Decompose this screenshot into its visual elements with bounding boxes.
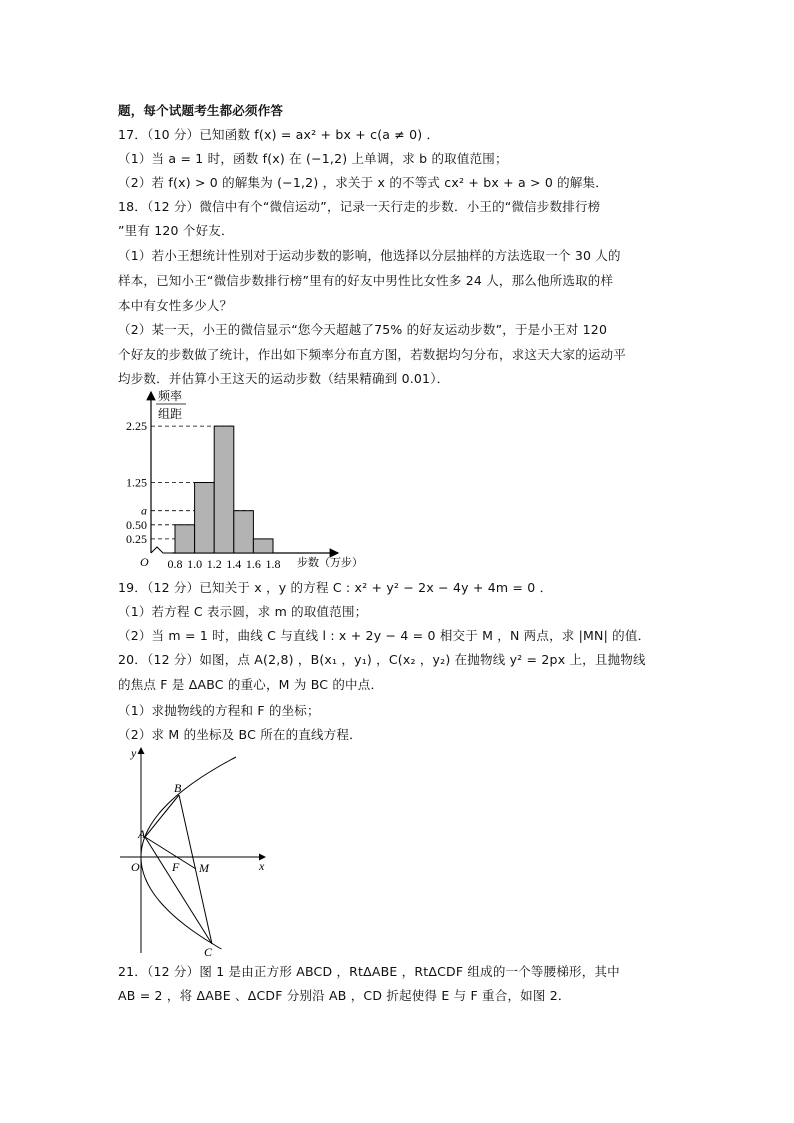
- q18-part2-line2: 个好友的步数做了统计，作出如下频率分布直方图，若数据均匀分布，求这天大家的运动平: [118, 347, 627, 362]
- y-tick-label: 1.25: [126, 475, 147, 490]
- label-x: x: [259, 859, 265, 873]
- x-tick-label: 1.6: [245, 557, 261, 571]
- q19-part1: （1）若方程 C 表示圆，求 m 的取值范围；: [118, 604, 368, 619]
- ylabel-bottom: 组距: [157, 407, 183, 421]
- q21-stem-line2: AB = 2 ，将 ΔABE 、ΔCDF 分别沿 AB ，CD 折起使得 E 与 F 重合，如图 2．: [118, 988, 571, 1003]
- label-m: M: [199, 861, 209, 875]
- q18-part2-line1: （2）某一天，小王的微信显示“您今天超越了75% 的好友运动步数”，于是小王对 120: [118, 322, 608, 337]
- x-axis-label: 步数（万步）: [297, 557, 363, 569]
- q19-stem: 19．（12 分）已知关于 x ，y 的方程 C : x² + y² − 2x − 4y + 4m = 0 ．: [118, 580, 553, 595]
- label-f: F: [172, 860, 180, 874]
- q17-part1: （1）当 a = 1 时，函数 f(x) 在 (−1,2) 上单调，求 b 的取值范围；: [118, 151, 508, 166]
- y-tick-label: a: [141, 503, 147, 518]
- label-b: B: [174, 781, 182, 795]
- x-tick-label: 1.0: [187, 557, 203, 571]
- q18-stem-line2: ”里有 120 个好友．: [118, 223, 234, 238]
- x-tick-label: 1.4: [226, 557, 242, 571]
- label-a: A: [138, 827, 146, 841]
- segment-am: [145, 837, 196, 869]
- x-tick-label: 1.8: [265, 557, 281, 571]
- histogram-bar: [214, 426, 234, 553]
- histogram-bar: [175, 525, 195, 553]
- q18-part1-line3: 本中有女性多少人？: [118, 298, 233, 313]
- y-tick-label: 0.50: [126, 517, 147, 532]
- ylabel-top: 频率: [157, 389, 183, 403]
- y-tick-label: 2.25: [126, 419, 147, 434]
- axis-break: [151, 547, 172, 553]
- q20-stem-line2: 的焦点 F 是 ΔABC 的重心，M 为 BC 的中点．: [118, 677, 384, 692]
- histogram-bar: [234, 511, 254, 553]
- origin-label: O: [140, 555, 149, 569]
- segment-ac: [145, 837, 212, 944]
- q18-part1-line2: 样本，已知小王“微信步数排行榜”里有的好友中男性比女性多 24 人，那么他所选取的样: [118, 273, 614, 288]
- q21-stem-line1: 21．（12 分）图 1 是由正方形 ABCD ，RtΔABE ，RtΔCDF 组成的一个等腰梯形，其中: [118, 964, 620, 979]
- q19-part2: （2）当 m = 1 时，曲线 C 与直线 l : x + 2y − 4 = 0 相交于 M ，N 两点，求 |MN| 的值．: [118, 628, 651, 643]
- section-header: 题，每个试题考生都必须作答: [118, 103, 284, 118]
- x-tick-label: 1.2: [206, 557, 222, 571]
- label-y: y: [131, 746, 137, 760]
- q17-part2: （2）若 f(x) > 0 的解集为 (−1,2) ，求关于 x 的不等式 cx² + bx + a > 0 的解集．: [118, 175, 608, 190]
- parabola-figure: [110, 742, 290, 962]
- histogram-bar: [195, 483, 215, 554]
- q18-part1-line1: （1）若小王想统计性别对于运动步数的影响，他选择以分层抽样的方法选取一个 30 人的: [118, 248, 621, 263]
- q20-part2: （2）求 M 的坐标及 BC 所在的直线方程．: [118, 727, 362, 742]
- segment-ab: [145, 795, 179, 837]
- q17-stem: 17．（10 分）已知函数 f(x) = ax² + bx + c(a ≠ 0) ．: [118, 127, 440, 142]
- x-tick-label: 0.8: [167, 557, 183, 571]
- label-o: O: [131, 860, 140, 874]
- frequency-histogram: [110, 383, 370, 578]
- q18-part2-line3: 均步数．并估算小王这天的运动步数（结果精确到 0.01）．: [118, 371, 450, 386]
- q20-stem-line1: 20．（12 分）如图，点 A(2,8) ，B(x₁ ，y₁) ，C(x₂ ，y₂) 在抛物线 y² = 2px 上，且抛物线: [118, 652, 646, 667]
- q20-part1: （1）求抛物线的方程和 F 的坐标；: [118, 703, 320, 718]
- y-tick-label: 0.25: [126, 531, 147, 546]
- label-c: C: [204, 945, 213, 959]
- q18-stem-line1: 18．（12 分）微信中有个“微信运动”，记录一天行走的步数．小王的“微信步数排行榜: [118, 199, 601, 214]
- histogram-bar: [253, 539, 273, 553]
